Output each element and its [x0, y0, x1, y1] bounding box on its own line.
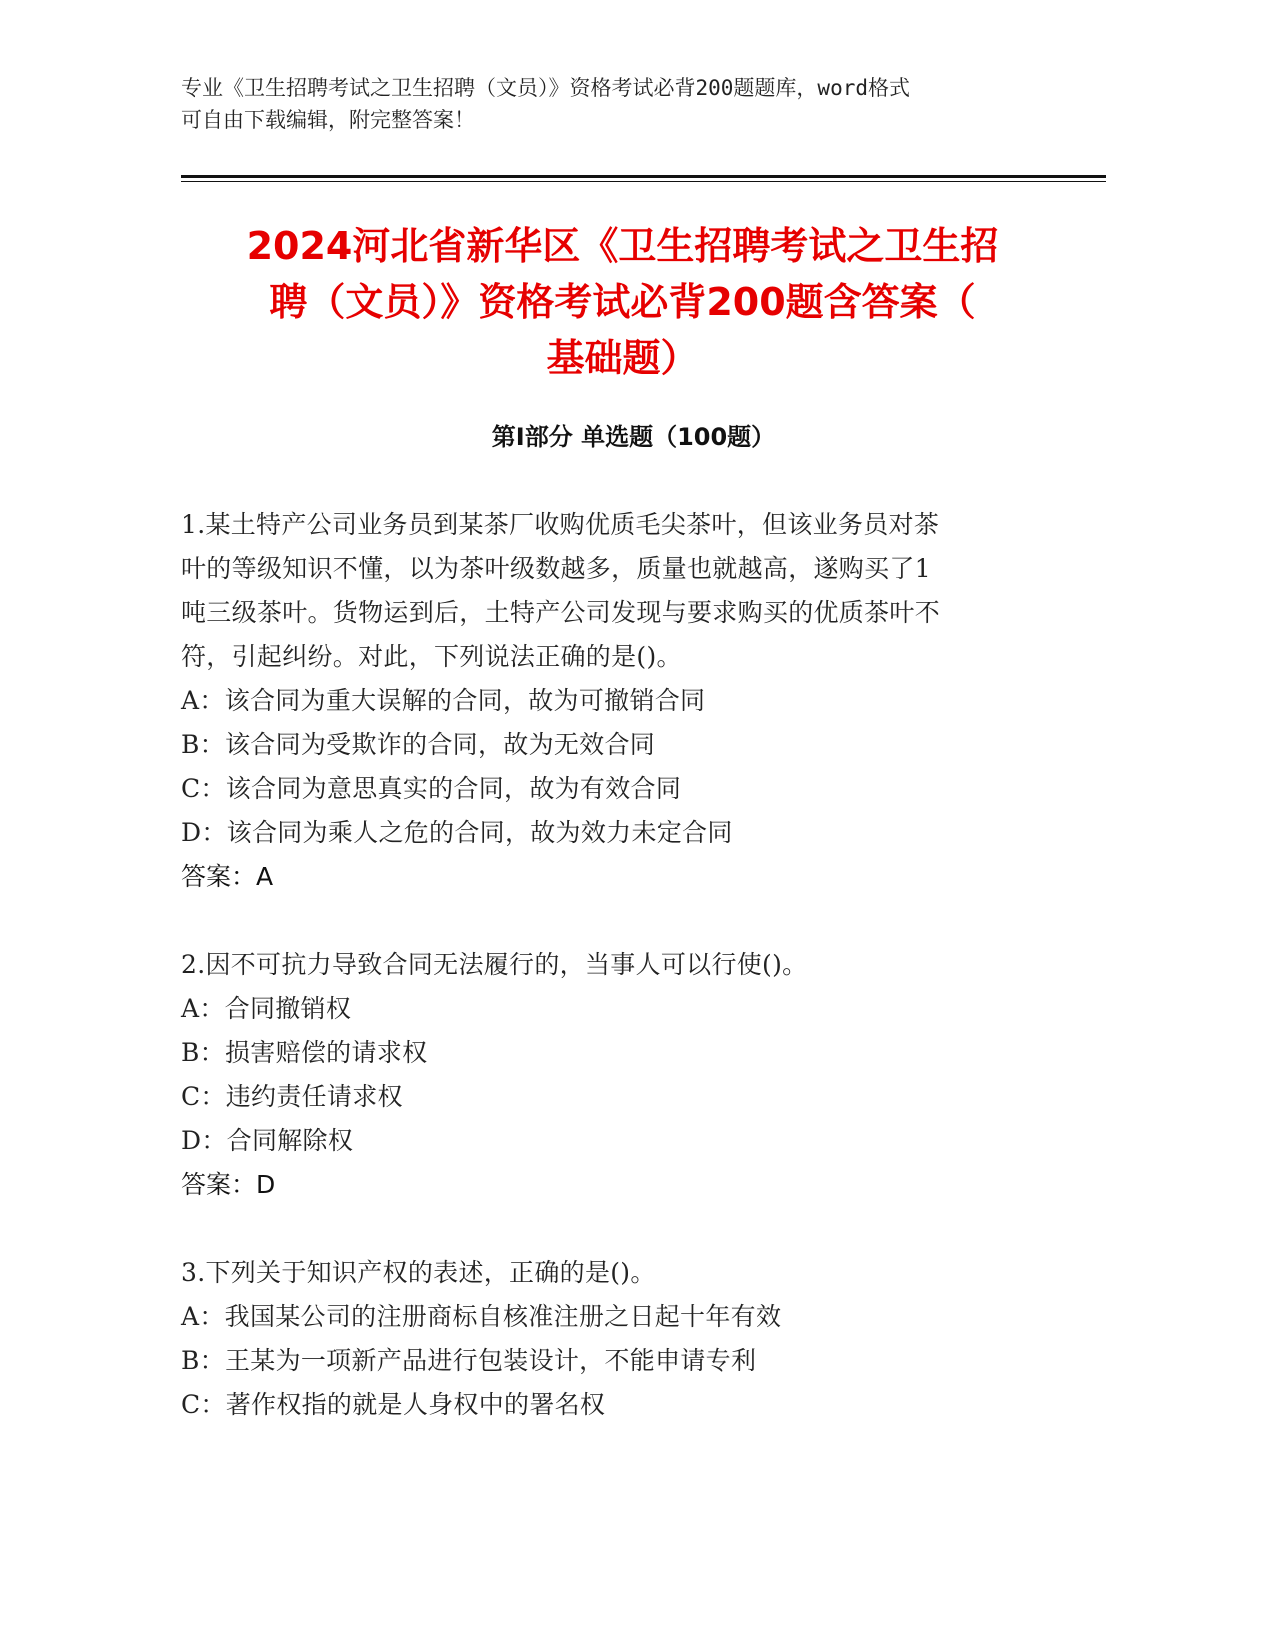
- header-line-1: 专业《卫生招聘考试之卫生招聘（文员）》资格考试必背200题题库，word格式: [181, 76, 910, 100]
- question-3: [181, 1251, 1031, 1427]
- question-stem-line: 1.某土特产公司业务员到某茶厂收购优质毛尖茶叶，但该业务员对茶: [181, 510, 940, 539]
- title-line-1: 2024河北省新华区《卫生招聘考试之卫生招: [246, 224, 999, 268]
- part-title: 第Ⅰ部分 单选题（100题）: [491, 423, 776, 451]
- header-line-2: 可自由下载编辑，附完整答案！: [181, 108, 475, 132]
- option-b: B：损害赔偿的请求权: [181, 1038, 428, 1067]
- question-stem-line: 2.因不可抗力导致合同无法履行的，当事人可以行使()。: [181, 950, 808, 979]
- question-stem-line: 吨三级茶叶。货物运到后，土特产公司发现与要求购买的优质茶叶不: [181, 598, 941, 627]
- option-c: C：该合同为意思真实的合同，故为有效合同: [181, 774, 682, 803]
- question-1: [181, 503, 1031, 899]
- option-b: B：该合同为受欺诈的合同，故为无效合同: [181, 730, 656, 759]
- option-c: C：违约责任请求权: [181, 1082, 403, 1111]
- option-d: D：合同解除权: [181, 1126, 354, 1155]
- question-list: [181, 503, 1031, 1471]
- title-line-3: 基础题）: [546, 336, 699, 380]
- document-title: [170, 218, 1075, 386]
- option-a: A：该合同为重大误解的合同，故为可撤销合同: [181, 686, 706, 715]
- question-stem-line: 符，引起纠纷。对此，下列说法正确的是()。: [181, 642, 682, 671]
- answer-label: 答案：A: [181, 862, 274, 891]
- question-stem-line: 3.下列关于知识产权的表述，正确的是()。: [181, 1258, 656, 1287]
- header-divider-thin: [181, 181, 1106, 182]
- option-a: A：合同撤销权: [181, 994, 352, 1023]
- title-line-2: 聘（文员）》资格考试必背200题含答案（: [269, 280, 976, 324]
- option-c: C：著作权指的就是人身权中的署名权: [181, 1390, 606, 1419]
- header-divider-thick: [181, 175, 1106, 178]
- option-b: B：王某为一项新产品进行包装设计，不能申请专利: [181, 1346, 757, 1375]
- option-d: D：该合同为乘人之危的合同，故为效力未定合同: [181, 818, 733, 847]
- document-header: [181, 72, 1061, 136]
- answer-label: 答案：D: [181, 1170, 276, 1199]
- question-2: [181, 943, 1031, 1207]
- question-stem-line: 叶的等级知识不懂，以为茶叶级数越多，质量也就越高，遂购买了1: [181, 554, 931, 583]
- option-a: A：我国某公司的注册商标自核准注册之日起十年有效: [181, 1302, 782, 1331]
